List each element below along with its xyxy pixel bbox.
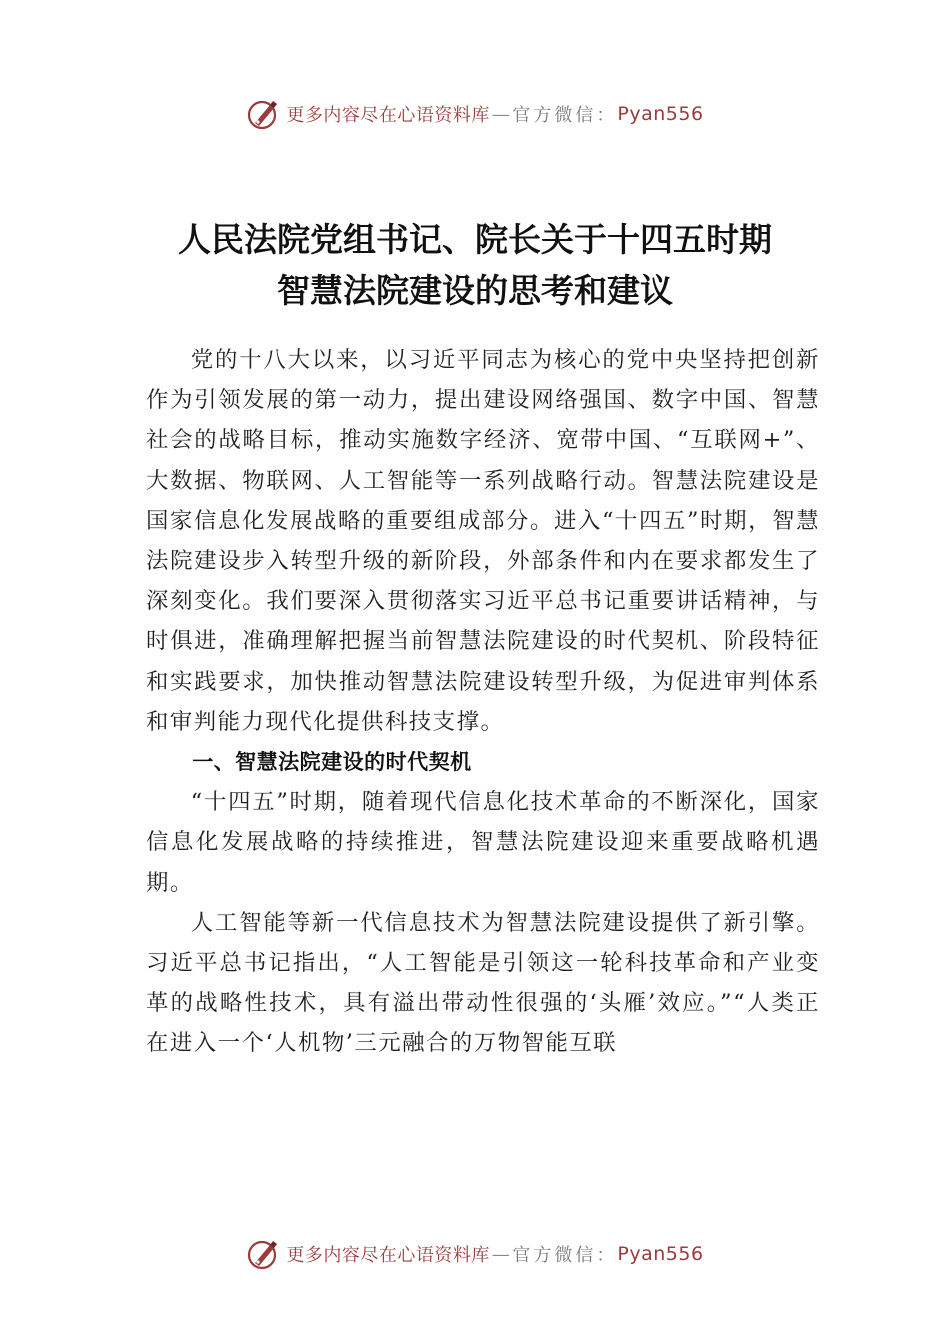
- watermark-label: 官方微信：: [512, 1245, 618, 1266]
- watermark-separator: —: [491, 1243, 511, 1265]
- intro-paragraph: 党的十八大以来，以习近平同志为核心的党中央坚持把创新作为引领发展的第一动力，提出建设网络强国、数字中国、智慧社会的战略目标，推动实施数字经济、宽带中国、“互联网+”、大数据、物联网、人工智能等一系列战略行动。智慧法院建设是国家信息化发展战略的重要组成部分。进入“十四五”时期，智慧法院建设步入转型升级的新阶段，外部条件和内在要求都发生了深刻变化。我们要深入贯彻落实习近平总书记重要讲话精神，与时俱进，准确理解把握当前智慧法院建设的时代契机、阶段特征和实践要求，加快推动智慧法院建设转型升级，为促进审判体系和审判能力现代化提供科技支撑。: [146, 347, 820, 735]
- pen-nib-seal-icon: [246, 1237, 280, 1271]
- document-body: [146, 340, 820, 1064]
- section-heading: 一、智慧法院建设的时代契机: [192, 750, 472, 775]
- footer-watermark: [0, 1234, 950, 1274]
- watermark-wechat-id: Pyan556: [617, 1243, 704, 1265]
- document-title: [80, 214, 870, 316]
- watermark-wechat-id: Pyan556: [617, 103, 704, 125]
- watermark-brand: 更多内容尽在心语资料库: [286, 105, 490, 126]
- header-watermark: [0, 94, 950, 134]
- watermark-brand: 更多内容尽在心语资料库: [286, 1245, 490, 1266]
- document-title-line-2: 智慧法院建设的思考和建议: [277, 271, 673, 310]
- document-title-line-1: 人民法院党组书记、院长关于十四五时期: [178, 220, 772, 259]
- section-paragraph-1: “十四五”时期，随着现代信息化技术革命的不断深化，国家信息化发展战略的持续推进，智慧法院建设迎来重要战略机遇期。: [146, 789, 820, 896]
- watermark-separator: —: [491, 103, 511, 125]
- section-paragraph-2: 人工智能等新一代信息技术为智慧法院建设提供了新引擎。习近平总书记指出，“人工智能是引领这一轮科技革命和产业变革的战略性技术，具有溢出带动性很强的‘头雁’效应。”“人类正在进入一个‘人机物’三元融合的万物智能互联: [146, 909, 820, 1057]
- pen-nib-seal-icon: [246, 97, 280, 131]
- watermark-label: 官方微信：: [512, 105, 618, 126]
